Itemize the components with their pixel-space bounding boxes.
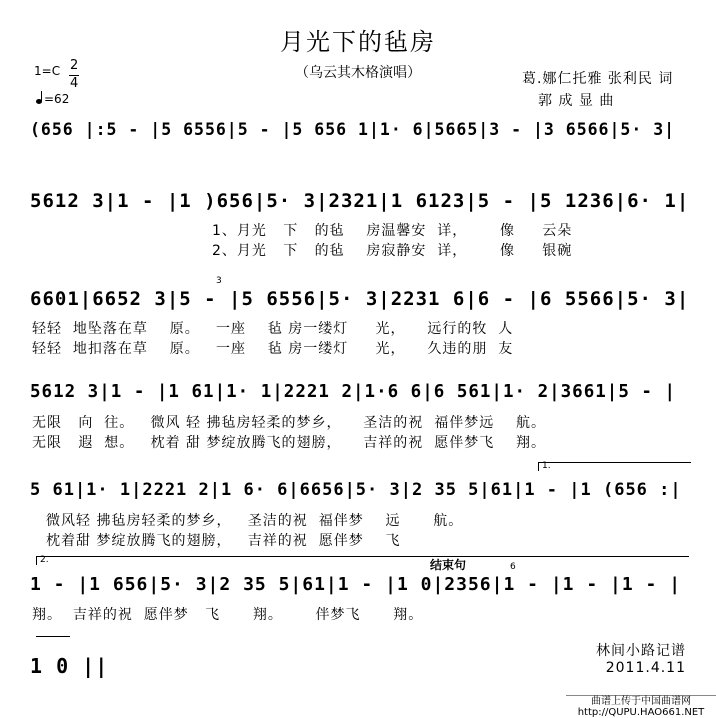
lyric-line-2-verse-2: 2、月光 下 的毡 房寂静安 详， 像 银碗 [212,243,573,259]
notes-line-7: 1 0 || [30,654,109,678]
lyricist-credit: 葛.娜仁托雅 张利民 词 [522,71,674,87]
lyric-line-2-verse-1: 1、月光 下 的毡 房温馨安 详， 像 云朵 [212,223,573,239]
notes-line-3: 6601|6652 3|5 - |5 6556|5· 3|2231 6|6 - |6 5566|5· 3| [30,288,690,310]
notes-line-6: 1 - |1 656|5· 3|2 35 5|61|1 - |1 0|2356|1 - |1 - |1 - | [30,574,682,595]
volta-second-ending: 2. [36,556,689,565]
ending-phrase-label: 结束句 [430,558,467,572]
lyric-line-4-verse-2: 无限 遐 想。 枕着 甜 梦绽放腾飞的翅膀， 吉祥的祝 愿伴梦飞 翔。 [32,435,547,451]
lyric-line-4-verse-1: 无限 向 往。 微风 轻 拂毡房轻柔的梦乡， 圣洁的祝 福伴梦远 航。 [32,415,547,431]
staff-system-1 [30,120,692,150]
staff-system-7 [30,654,692,684]
song-subtitle: （乌云其木格演唱） [295,65,421,81]
grace-note-3: 3 [216,276,222,286]
lyric-line-3-verse-1: 轻轻 地坠落在草 原。 一座 毡 房一缕灯 光， 远行的牧 人 [32,321,514,337]
closing-bracket [36,636,70,637]
site-watermark [566,695,716,718]
watermark-line-1: 曲谱上传于中国曲谱网 [591,696,691,707]
staff-system-5 [30,480,692,510]
staff-system-2 [30,190,692,220]
tempo-marking [36,92,69,106]
staff-system-3 [30,288,692,318]
staff-system-4 [30,382,692,412]
quarter-note-icon [36,99,42,104]
time-signature-top: 2 [70,58,79,73]
lyric-line-3-verse-2: 轻轻 地扣落在草 原。 一座 毡 房一缕灯 光， 久违的朋 友 [32,341,514,357]
notes-line-4: 5612 3|1 - |1 61|1· 1|2221 2|1·6 6|6 561|1· 2|3661|5 - | [30,382,677,402]
notes-line-2: 5612 3|1 - |1 )656|5· 3|2321|1 6123|5 - |5 1236|6· 1| [30,190,690,212]
volta-first-ending: 1. [538,462,691,471]
transcription-date: 2011.4.11 [605,660,686,676]
composer-credit: 郭 成 显 曲 [538,93,615,109]
key-signature: 1=C [34,64,61,78]
watermark-line-2: http://QUPU.HAO661.NET [577,707,705,718]
notes-line-5: 5 61|1· 1|2221 2|1 6· 6|6656|5· 3|2 35 5|61|1 - |1 (656 :| [30,480,682,500]
lyric-line-5-verse-1: 微风轻 拂毡房轻柔的梦乡， 圣洁的祝 福伴梦 远 航。 [46,513,464,529]
transcriber-credit: 林间小路记谱 [596,643,686,659]
notes-line-1: (656 |:5 - |5 6556|5 - |5 656 1|1· 6|5665|3 - |3 6566|5· 3| [30,120,676,139]
staff-system-6 [30,574,692,604]
tempo-value: =62 [44,92,70,106]
lyric-line-6: 翔。 吉祥的祝 愿伴梦 飞 翔。 伴梦飞 翔。 [32,607,424,623]
time-signature-bottom: 4 [70,76,79,91]
song-title: 月光下的毡房 [280,28,436,56]
lyric-line-5-verse-2: 枕着甜 梦绽放腾飞的翅膀， 吉祥的祝 愿伴梦 飞 [46,533,401,549]
grace-note-6: 6 [510,562,516,572]
